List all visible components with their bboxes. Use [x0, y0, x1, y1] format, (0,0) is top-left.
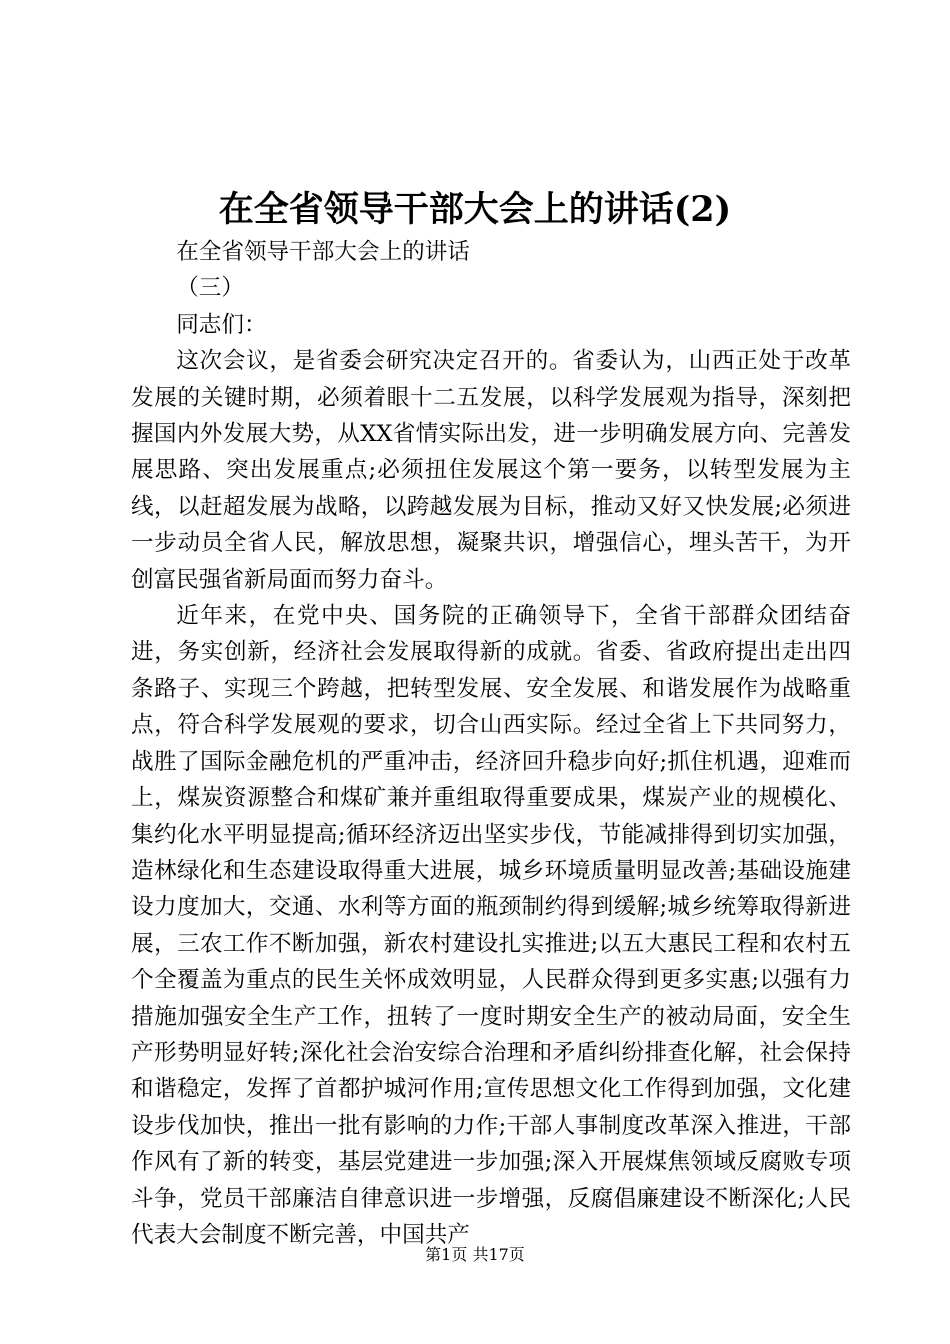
paragraph: 这次会议，是省委会研究决定召开的。省委认为，山西正处于改革发展的关键时期，必须着眼十二五发展，以科学发展观为指导，深刻把握国内外发展大势，从XX省情实际出发，进一步明确发展方向、完善发展思路、突出发展重点;必须扭住发展这个第一要务，以转型发展为主线，以赶超发展为战略，以跨越发展为目标，推动又好又快发展;必须进一步动员全省人民，解放思想，凝聚共识，增强信心，埋头苦干，为开创富民强省新局面而努力奋斗。 — [131, 348, 851, 593]
page-number-footer: 第1页 共17页 — [425, 1245, 525, 1264]
section-number: （三） — [176, 275, 244, 302]
speech-subtitle: 在全省领导干部大会上的讲话 — [176, 239, 470, 265]
salutation: 同志们： — [176, 311, 267, 338]
document-body — [131, 234, 851, 1253]
paragraph: 近年来，在党中央、国务院的正确领导下，全省干部群众团结奋进，务实创新，经济社会发展取得新的成就。省委、省政府提出走出四条路子、实现三个跨越，把转型发展、安全发展、和谐发展作为战略重点，符合科学发展观的要求，切合山西实际。经过全省上下共同努力，战胜了国际金融危机的严重冲击，经济回升稳步向好;抓住机遇，迎难而上，煤炭资源整合和煤矿兼并重组取得重要成果，煤炭产业的规模化、集约化水平明显提高;循环经济迈出坚实步伐，节能减排得到切实加强，造林绿化和生态建设取得重大进展，城乡环境质量明显改善;基础设施建设力度加大，交通、水利等方面的瓶颈制约得到缓解;城乡统筹取得新进展，三农工作不断加强，新农村建设扎实推进;以五大惠民工程和农村五个全覆盖为重点的民生关怀成效明显，人民群众得到更多实惠;以强有力措施加强安全生产工作，扭转了一度时期安全生产的被动局面，安全生产形势明显好转;深化社会治安综合治理和矛盾纠纷排查化解，社会保持和谐稳定，发挥了首都护城河作用;宣传思想文化工作得到加强，文化建设步伐加快，推出一批有影响的力作;干部人事制度改革深入推进，干部作风有了新的转变，基层党建进一步加强;深入开展煤焦领域反腐败专项斗争，党员干部廉洁自律意识进一步增强，反腐倡廉建设不断深化;人民代表大会制度不断完善，中国共产 — [131, 603, 851, 1248]
document-title: 在全省领导干部大会上的讲话(2) — [218, 189, 732, 230]
